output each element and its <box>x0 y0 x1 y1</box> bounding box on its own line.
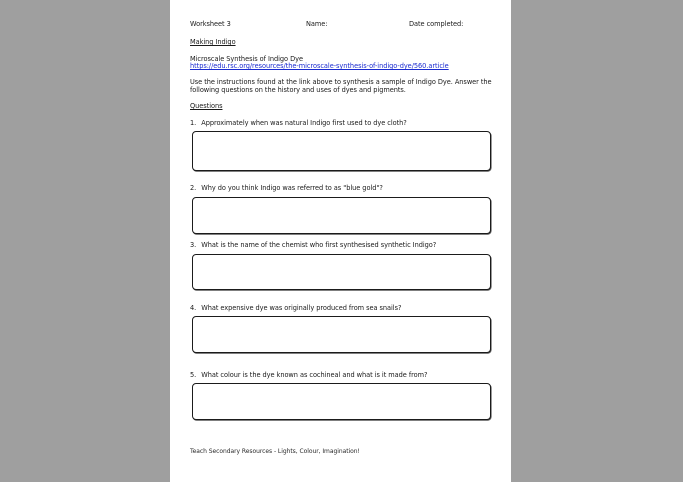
worksheet-page <box>170 0 511 482</box>
answer-box-1[interactable] <box>192 131 491 171</box>
section-title: Making Indigo <box>190 38 236 46</box>
question-text: What is the name of the chemist who first synthesised synthetic Indigo? <box>201 241 437 249</box>
instructions-line-1: Use the instructions found at the link above to synthesis a sample of Indigo Dye. Answer the <box>190 78 492 86</box>
question-3 <box>190 241 436 250</box>
resource-title: Microscale Synthesis of Indigo Dye <box>190 55 303 63</box>
question-number: 1. <box>190 119 197 127</box>
question-text: Approximately when was natural Indigo first used to dye cloth? <box>201 119 407 127</box>
answer-box-5[interactable] <box>192 383 491 420</box>
question-number: 3. <box>190 241 197 249</box>
answer-box-4[interactable] <box>192 316 491 353</box>
instructions-line-2: following questions on the history and uses of dyes and pigments. <box>190 86 406 94</box>
question-number: 4. <box>190 304 197 312</box>
worksheet-number: Worksheet 3 <box>190 20 231 28</box>
question-number: 2. <box>190 184 197 192</box>
date-completed-label: Date completed: <box>409 20 464 28</box>
question-text: Why do you think Indigo was referred to as "blue gold"? <box>201 184 383 192</box>
question-number: 5. <box>190 371 197 379</box>
name-label: Name: <box>306 20 328 28</box>
answer-box-2[interactable] <box>192 197 491 234</box>
resource-link[interactable]: https://edu.rsc.org/resources/the-microscale-synthesis-of-indigo-dye/560.article <box>190 62 449 70</box>
footer-text: Teach Secondary Resources - Lights, Colour, Imagination! <box>190 448 360 455</box>
question-4 <box>190 304 401 313</box>
question-5 <box>190 371 427 380</box>
questions-heading: Questions <box>190 102 223 110</box>
answer-box-3[interactable] <box>192 254 491 290</box>
question-1 <box>190 119 407 128</box>
question-2 <box>190 184 383 193</box>
question-text: What colour is the dye known as cochineal and what is it made from? <box>201 371 428 379</box>
question-text: What expensive dye was originally produced from sea snails? <box>201 304 402 312</box>
